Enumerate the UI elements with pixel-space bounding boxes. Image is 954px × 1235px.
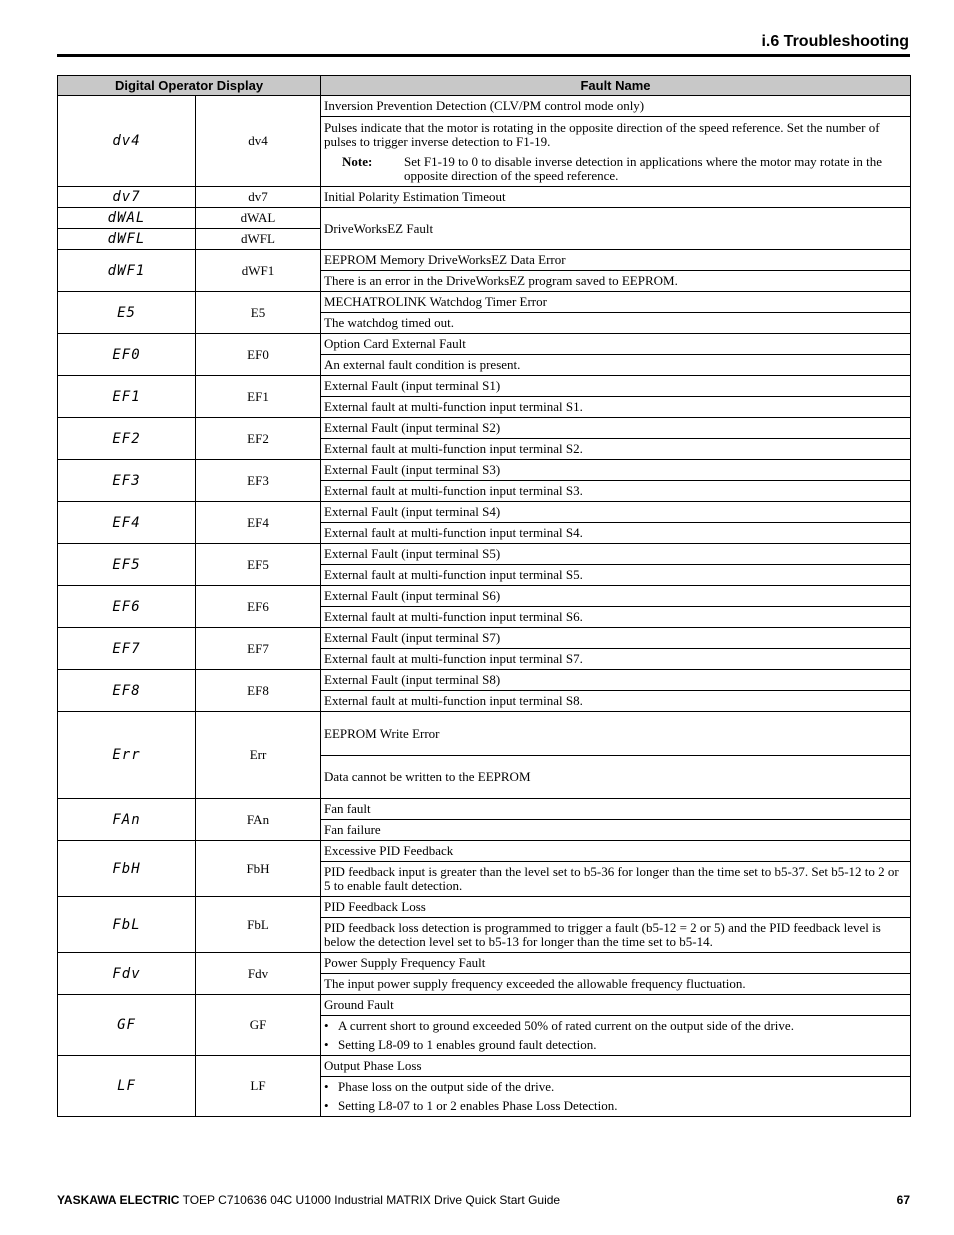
lcd-display: GF bbox=[58, 995, 196, 1056]
table-row bbox=[58, 334, 911, 355]
fault-name: External Fault (input terminal S2) bbox=[321, 418, 911, 439]
fault-code: EF7 bbox=[196, 628, 321, 670]
fault-name: Excessive PID Feedback bbox=[321, 841, 911, 862]
fault-code: dv4 bbox=[196, 96, 321, 187]
fault-code: dWAL bbox=[196, 208, 321, 229]
bullet-item bbox=[324, 1038, 906, 1052]
fault-description: There is an error in the DriveWorksEZ program saved to EEPROM. bbox=[321, 271, 911, 292]
footer-brand: YASKAWA ELECTRIC bbox=[57, 1193, 180, 1207]
fault-description: An external fault condition is present. bbox=[321, 355, 911, 376]
lcd-display: Fdv bbox=[58, 953, 196, 995]
fault-description: Fan failure bbox=[321, 820, 911, 841]
table-row bbox=[58, 799, 911, 820]
fault-description: PID feedback loss detection is programmed to trigger a fault (b5-12 = 2 or 5) and the PID feedback level is below the detection level set to b5-13 for longer than the time set to b5-14. bbox=[321, 918, 911, 953]
fault-name: Fan fault bbox=[321, 799, 911, 820]
lcd-display: FbL bbox=[58, 897, 196, 953]
fault-name: Output Phase Loss bbox=[321, 1056, 911, 1077]
page-number: 67 bbox=[896, 1193, 910, 1207]
lcd-display: LF bbox=[58, 1056, 196, 1117]
fault-name: External Fault (input terminal S3) bbox=[321, 460, 911, 481]
fault-description bbox=[321, 1016, 911, 1056]
fault-name: MECHATROLINK Watchdog Timer Error bbox=[321, 292, 911, 313]
fault-table bbox=[57, 75, 911, 1117]
lcd-display: dv4 bbox=[58, 96, 196, 187]
bullet-text: Phase loss on the output side of the drive. bbox=[338, 1079, 555, 1094]
fault-code: EF2 bbox=[196, 418, 321, 460]
note bbox=[324, 155, 906, 183]
fault-description bbox=[321, 117, 911, 187]
table-row bbox=[58, 376, 911, 397]
table-row bbox=[58, 96, 911, 117]
fault-name: External Fault (input terminal S8) bbox=[321, 670, 911, 691]
fault-code: EF3 bbox=[196, 460, 321, 502]
table-row bbox=[58, 208, 911, 229]
fault-name: Initial Polarity Estimation Timeout bbox=[321, 187, 911, 208]
fault-code: dWF1 bbox=[196, 250, 321, 292]
bullet-text: A current short to ground exceeded 50% of rated current on the output side of the drive. bbox=[338, 1018, 794, 1033]
footer-doc-title: TOEP C710636 04C U1000 Industrial MATRIX Drive Quick Start Guide bbox=[182, 1193, 561, 1207]
fault-name: External Fault (input terminal S5) bbox=[321, 544, 911, 565]
fault-name: PID Feedback Loss bbox=[321, 897, 911, 918]
table-row bbox=[58, 418, 911, 439]
fault-code: EF0 bbox=[196, 334, 321, 376]
lcd-display: EF0 bbox=[58, 334, 196, 376]
fault-code: FbH bbox=[196, 841, 321, 897]
fault-code: EF6 bbox=[196, 586, 321, 628]
fault-name: External Fault (input terminal S1) bbox=[321, 376, 911, 397]
fault-description: The watchdog timed out. bbox=[321, 313, 911, 334]
fault-description: External fault at multi-function input terminal S8. bbox=[321, 691, 911, 712]
fault-code: EF1 bbox=[196, 376, 321, 418]
fault-name: EEPROM Write Error bbox=[321, 712, 911, 756]
table-row bbox=[58, 502, 911, 523]
table-row bbox=[58, 544, 911, 565]
lcd-display: EF4 bbox=[58, 502, 196, 544]
bullet-icon: • bbox=[324, 1037, 329, 1052]
table-row bbox=[58, 187, 911, 208]
fault-description: External fault at multi-function input terminal S4. bbox=[321, 523, 911, 544]
fault-name: External Fault (input terminal S7) bbox=[321, 628, 911, 649]
fault-code: dv7 bbox=[196, 187, 321, 208]
fault-name: EEPROM Memory DriveWorksEZ Data Error bbox=[321, 250, 911, 271]
table-row bbox=[58, 897, 911, 918]
fault-name: External Fault (input terminal S4) bbox=[321, 502, 911, 523]
bullet-item bbox=[324, 1099, 906, 1113]
column-header-display: Digital Operator Display bbox=[58, 76, 321, 96]
fault-code: EF5 bbox=[196, 544, 321, 586]
bullet-icon: • bbox=[324, 1079, 329, 1094]
fault-code: E5 bbox=[196, 292, 321, 334]
table-row bbox=[58, 712, 911, 756]
table-row bbox=[58, 953, 911, 974]
lcd-display: FAn bbox=[58, 799, 196, 841]
fault-description: The input power supply frequency exceeded the allowable frequency fluctuation. bbox=[321, 974, 911, 995]
fault-name: Inversion Prevention Detection (CLV/PM control mode only) bbox=[321, 96, 911, 117]
fault-code: FbL bbox=[196, 897, 321, 953]
lcd-display: dv7 bbox=[58, 187, 196, 208]
footer-doc-info bbox=[57, 1193, 560, 1207]
bullet-item bbox=[324, 1019, 906, 1033]
fault-code: Err bbox=[196, 712, 321, 799]
fault-description: External fault at multi-function input terminal S2. bbox=[321, 439, 911, 460]
table-row bbox=[58, 841, 911, 862]
lcd-display: EF6 bbox=[58, 586, 196, 628]
fault-code: Fdv bbox=[196, 953, 321, 995]
fault-description: External fault at multi-function input terminal S5. bbox=[321, 565, 911, 586]
table-header-row bbox=[58, 76, 911, 96]
lcd-display: EF1 bbox=[58, 376, 196, 418]
bullet-text: Setting L8-07 to 1 or 2 enables Phase Loss Detection. bbox=[338, 1098, 618, 1113]
column-header-fault-name: Fault Name bbox=[321, 76, 911, 96]
description-text: Pulses indicate that the motor is rotating in the opposite direction of the speed reference. Set the number of pulses to trigger inverse detection to F1-19. bbox=[324, 119, 880, 149]
table-row bbox=[58, 292, 911, 313]
lcd-display: EF7 bbox=[58, 628, 196, 670]
lcd-display: EF5 bbox=[58, 544, 196, 586]
lcd-display: EF3 bbox=[58, 460, 196, 502]
fault-name: Ground Fault bbox=[321, 995, 911, 1016]
table-row bbox=[58, 460, 911, 481]
section-title: i.6 Troubleshooting bbox=[761, 33, 909, 50]
fault-name: Power Supply Frequency Fault bbox=[321, 953, 911, 974]
fault-code: LF bbox=[196, 1056, 321, 1117]
fault-description: Data cannot be written to the EEPROM bbox=[321, 756, 911, 799]
fault-code: GF bbox=[196, 995, 321, 1056]
fault-code: dWFL bbox=[196, 229, 321, 250]
bullet-icon: • bbox=[324, 1098, 329, 1113]
lcd-display: dWF1 bbox=[58, 250, 196, 292]
lcd-display: dWFL bbox=[58, 229, 196, 250]
fault-name: External Fault (input terminal S6) bbox=[321, 586, 911, 607]
fault-description bbox=[321, 1077, 911, 1117]
note-text: Set F1-19 to 0 to disable inverse detection in applications where the motor may rotate in the opposite direction of the speed reference. bbox=[404, 153, 882, 183]
fault-name: DriveWorksEZ Fault bbox=[321, 208, 911, 250]
fault-code: EF4 bbox=[196, 502, 321, 544]
lcd-display: E5 bbox=[58, 292, 196, 334]
fault-description: External fault at multi-function input terminal S7. bbox=[321, 649, 911, 670]
lcd-display: EF8 bbox=[58, 670, 196, 712]
fault-code: EF8 bbox=[196, 670, 321, 712]
lcd-display: FbH bbox=[58, 841, 196, 897]
fault-description: PID feedback input is greater than the level set to b5-36 for longer than the time set to b5-37. Set b5-12 to 2 or 5 to enable fault detection. bbox=[321, 862, 911, 897]
fault-code: FAn bbox=[196, 799, 321, 841]
fault-description: External fault at multi-function input terminal S3. bbox=[321, 481, 911, 502]
header-rule bbox=[57, 54, 910, 57]
table-row bbox=[58, 628, 911, 649]
bullet-icon: • bbox=[324, 1018, 329, 1033]
lcd-display: Err bbox=[58, 712, 196, 799]
table-row bbox=[58, 586, 911, 607]
table-row bbox=[58, 250, 911, 271]
note-label: Note: bbox=[342, 153, 373, 169]
table-row bbox=[58, 1056, 911, 1077]
lcd-display: EF2 bbox=[58, 418, 196, 460]
table-row bbox=[58, 670, 911, 691]
bullet-item bbox=[324, 1080, 906, 1094]
lcd-display: dWAL bbox=[58, 208, 196, 229]
fault-description: External fault at multi-function input terminal S1. bbox=[321, 397, 911, 418]
fault-name: Option Card External Fault bbox=[321, 334, 911, 355]
table-row bbox=[58, 995, 911, 1016]
bullet-text: Setting L8-09 to 1 enables ground fault detection. bbox=[338, 1037, 597, 1052]
page-footer bbox=[57, 1193, 910, 1207]
fault-description: External fault at multi-function input terminal S6. bbox=[321, 607, 911, 628]
